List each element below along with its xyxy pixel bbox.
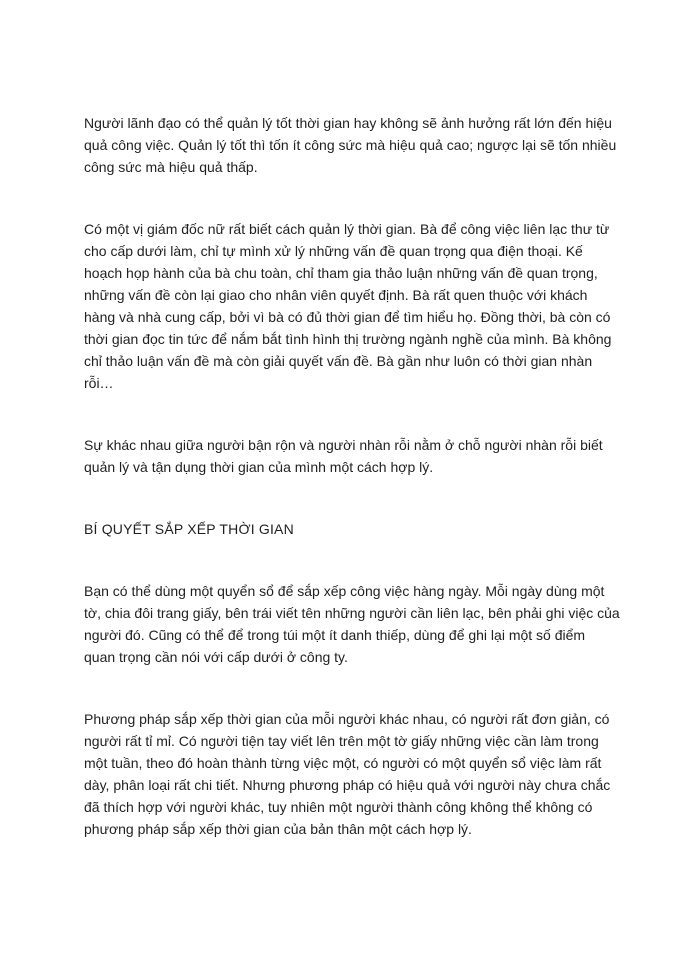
paragraph-female-director-example: Có một vị giám đốc nữ rất biết cách quản lý thời gian. Bà để công việc liên lạc thư từ cho cấp dưới làm, chỉ tự mình xử lý những vấn đề quan trọng qua điện thoại. Kế hoạch họp hành của bà chu toàn, chỉ tham gia thảo luận những vấn đề quan trọng, những vấn đề còn lại giao cho nhân viên quyết định. Bà rất quen thuộc với khách hàng và nhà cung cấp, bởi vì bà có đủ thời gian để tìm hiểu họ. Đồng thời, bà còn có thời gian đọc tin tức để nắm bắt tình hình thị trường ngành nghề của mình. Bà không chỉ thảo luận vấn đề mà còn giải quyết vấn đề. Bà gần như luôn có thời gian nhàn rỗi… — [84, 221, 612, 391]
paragraph-personal-methods: Phương pháp sắp xếp thời gian của mỗi người khác nhau, có người rất đơn giản, có người rất tỉ mỉ. Có người tiện tay viết lên trên một tờ giấy những việc cần làm trong một tuần, theo đó hoàn thành từng việc một, có người có một quyển sổ việc làm rất dày, phân loại rất chi tiết. Nhưng phương pháp có hiệu quả với người này chưa chắc đã thích hợp với người khác, tuy nhiên một người thành công không thể không có phương pháp sắp xếp thời gian của bản thân một cách hợp lý. — [84, 711, 611, 837]
paragraph-notebook-method: Bạn có thể dùng một quyển sổ để sắp xếp công việc hàng ngày. Mỗi ngày dùng một tờ, chia đôi trang giấy, bên trái viết tên những người cần liên lạc, bên phải ghi việc của người đó. Cũng có thể để trong túi một ít danh thiếp, dùng để ghi lại một số điểm quan trọng cần nói với cấp dưới ở công ty. — [84, 583, 620, 665]
section-heading: BÍ QUYẾT SẮP XẾP THỜI GIAN — [84, 521, 294, 537]
paragraph-busy-vs-idle: Sự khác nhau giữa người bận rộn và người nhàn rỗi nằm ở chỗ người nhàn rỗi biết quản lý và tận dụng thời gian của mình một cách hợp lý. — [84, 437, 603, 475]
paragraph-leader-time-management: Người lãnh đạo có thể quản lý tốt thời gian hay không sẽ ảnh hưởng rất lớn đến hiệu quả công việc. Quản lý tốt thì tốn ít công sức mà hiệu quả cao; ngược lại sẽ tốn nhiều công sức mà hiệu quả thấp. — [84, 115, 617, 175]
document-content — [84, 112, 620, 880]
